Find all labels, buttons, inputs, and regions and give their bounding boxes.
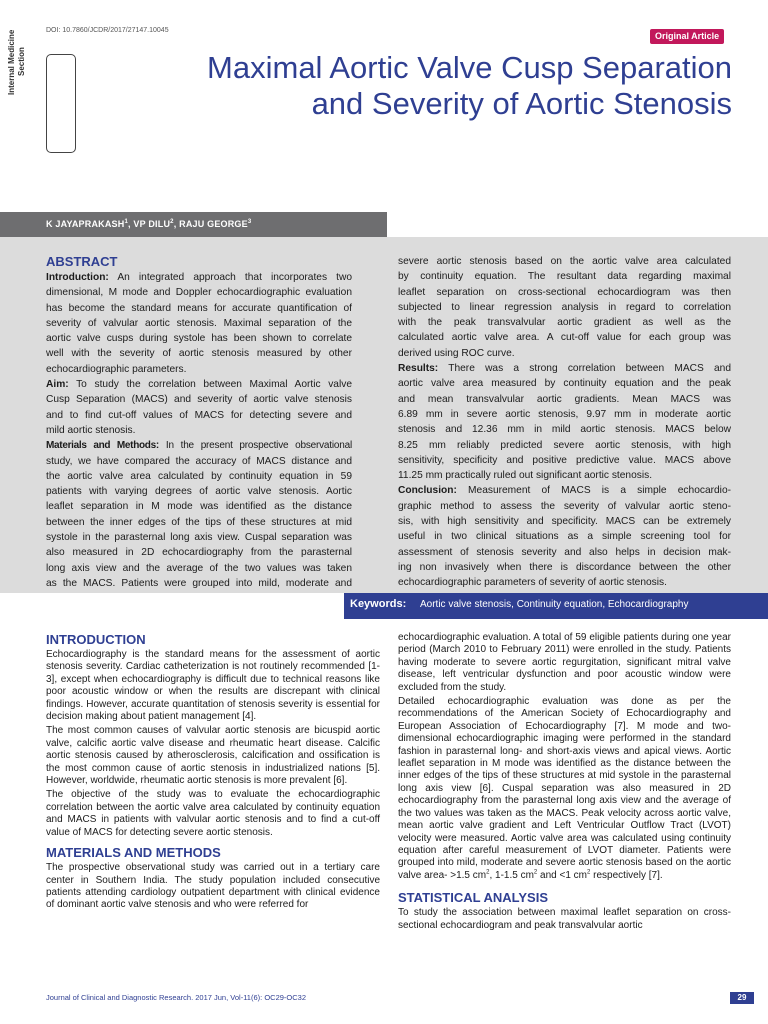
abstract-methods-line: as the MACS. Patients were grouped into mild, moderate and xyxy=(46,577,352,589)
statistical-analysis-paragraph: To study the association between maximal leaflet separation on cross-sectional echocardiogram and peak transvalvular aortic xyxy=(398,907,731,931)
journal-footer: Journal of Clinical and Diagnostic Research. 2017 Jun, Vol-11(6): OC29-OC32 xyxy=(46,993,306,1002)
abstract-aim-line: mild aortic stenosis. xyxy=(46,424,136,436)
title-line-2: and Severity of Aortic Stenosis xyxy=(311,86,732,121)
article-type-badge: Original Article xyxy=(650,29,724,44)
abstract-aim-line: To study the correlation between Maximal Aortic valve xyxy=(76,379,352,391)
abstract-aim-line: and to find cut-off values of MACS for detecting severe and xyxy=(46,409,352,421)
abstract-methods-line: patients with varying degrees of aortic valve stenosis. Aortic xyxy=(46,486,352,498)
results-label: Results: xyxy=(398,363,439,375)
abstract-methods-line: study, we have compared the accuracy of MACS distance and xyxy=(46,455,352,467)
introduction-heading: INTRODUCTION xyxy=(46,632,146,647)
methods-label: Materials and Methods: xyxy=(46,440,159,452)
page-number: 29 xyxy=(730,992,754,1004)
abstract-intro-line: An integrated approach that incorporates two xyxy=(117,272,352,283)
affiliation-2: 2 xyxy=(170,219,174,225)
section-label-line1: Internal Medicine xyxy=(7,29,16,95)
abstract-right-column xyxy=(398,254,731,591)
abstract-methods-cont-line: by continuity equation. The resultant data regarding maximal xyxy=(398,271,731,283)
abstract-results-line: stenosis and 12.36 mm in mild aortic stenosis. MACS below xyxy=(398,424,731,436)
abstract-methods-line: between the inner edges of the tips of these structures at mid xyxy=(46,516,352,528)
abstract-conclusion-line: sis, with high sensitivity and specificity. MACS can be extremely xyxy=(398,516,731,528)
abstract-methods-line: long axis view and the average of the two values was taken xyxy=(46,562,352,574)
abstract-methods-cont-line: subjected to linear regression analysis in regard to correlation xyxy=(398,301,731,313)
intro-label: Introduction: xyxy=(46,272,109,283)
keywords-text: Aortic valve stenosis, Continuity equation, Echocardiography xyxy=(420,599,689,610)
abstract-methods-line: the aortic valve area calculated by continuity equation in 59 xyxy=(46,470,352,482)
abstract-conclusion-line: assessment of stenosis severity and also helps in decision mak- xyxy=(398,546,731,558)
abstract-methods-line: systole in the parasternal long axis view. Cuspal separation was xyxy=(46,532,352,544)
introduction-paragraph: Echocardiography is the standard means for the assessment of aortic stenosis severity. Cardiac catheterization is not routinely recommended [1-3], except when echocardiography is difficult due to technical reasons like poor acoustic window or when the results are discrepant with clinical findings. However, accurate quantitation of stenosis severity is essential for decision making about patient management [4]. xyxy=(46,649,380,723)
superscript: 2 xyxy=(486,869,490,876)
article-title xyxy=(160,50,732,122)
abstract-results-line: and mean transvalvular aortic gradients. Mean MACS was xyxy=(398,393,731,405)
abstract-conclusion-line: graphic method to assess the severity of valvular aortic steno- xyxy=(398,500,731,512)
section-label-box xyxy=(46,54,76,153)
methods-text: and <1 cm xyxy=(537,869,588,881)
doi-text: DOI: 10.7860/JCDR/2017/27147.10045 xyxy=(46,27,169,34)
abstract-results-line: aortic valve area measured by continuity equation and the peak xyxy=(398,378,731,390)
title-line-1: Maximal Aortic Valve Cusp Separation xyxy=(207,50,732,85)
abstract-intro-line: dimensional, M mode and Doppler echocardiographic evaluation xyxy=(46,287,352,299)
body-left-column xyxy=(46,632,380,914)
affiliation-1: 1 xyxy=(124,219,129,225)
abstract-conclusion-line: useful in two clinical situations as a simple screening tool for xyxy=(398,531,731,543)
aim-label: Aim: xyxy=(46,379,69,391)
author-3: , RAJU GEORGE xyxy=(173,219,248,229)
conclusion-label: Conclusion: xyxy=(398,485,457,497)
abstract-intro-line: well with the severity of aortic stenosis measured by other xyxy=(46,348,352,360)
abstract-methods-line: also measured in 2D echocardiography from the parasternal xyxy=(46,547,352,559)
keywords-label: Keywords: xyxy=(350,598,407,610)
abstract-results-line: 11.25 mm practically ruled out significant aortic stenosis. xyxy=(398,470,653,482)
author-2: , VP DILU xyxy=(128,219,171,229)
abstract-methods-cont-line: leaflet separation on cross-sectional echocardiogram was then xyxy=(398,286,731,298)
abstract-results-line: sensitivity, specificity and positive predictive value. MACS above xyxy=(398,454,731,466)
abstract-methods-cont-line: severe aortic stenosis based on the aortic valve area calculated xyxy=(398,256,731,267)
abstract-intro-line: echocardiographic parameters. xyxy=(46,363,187,375)
abstract-intro-line: has become the standard means for accurate quantification of xyxy=(46,302,352,314)
abstract-conclusion-line: Measurement of MACS is a simple echocardio- xyxy=(468,485,731,497)
methods-paragraph: echocardiographic evaluation. A total of 59 eligible patients during one year period (March 2010 to February 2011) were enrolled in the study. Patients having moderate to severe aortic regurgitation, significant mitral valve disease, left ventricular dysfunction and poor acoustic window were excluded from the study. xyxy=(398,632,731,693)
methods-text: Detailed echocardiographic evaluation was done as per the recommendations of the American Society of Echocardiography and European Association of Echocardiography [7]. M mode and two-dimensional echocardiographic imaging were performed in the standard fashion in parasternal long- and short-axis views and apical views. Aortic leaflet separation in M mode was identified as the distance between the inner edges of the tips of these structures at mid systole in the parasternal long axis view [6]. Cuspal separation was also measured in 2D echocardiography from the parasternal long axis view and the average of the two values was taken as the MACS. Peak velocity across aortic valve, mean aortic valve gradient and Left Ventricular Outflow Tract (LVOT) velocity were measured. Aortic valve area was calculated using continuity equation after careful measurement of LVOT diameter. Patients were grouped into mild, moderate and severe aortic stenosis based on the aortic valve area- >1.5 cm xyxy=(398,696,731,881)
abstract-aim-line: Cusp Separation (MACS) and severity of aortic valve stenosis xyxy=(46,394,352,406)
author-1: K JAYAPRAKASH xyxy=(46,219,125,229)
statistical-analysis-heading: STATISTICAL ANALYSIS xyxy=(398,890,548,906)
superscript: 2 xyxy=(533,869,538,876)
superscript: 2 xyxy=(587,869,591,876)
abstract-results-line: There was a strong correlation between MACS and xyxy=(448,363,731,375)
body-right-column xyxy=(398,632,731,934)
abstract-conclusion-line: ing non invasively when there is discordance between the other xyxy=(398,561,731,573)
introduction-paragraph: The objective of the study was to evaluate the echocardiographic correlation between the aortic valve area calculated by continuity equation and MACS in patients with valvular aortic stenosis and to find a cut-off value of MACS for detecting severe aortic stenosis. xyxy=(46,789,380,838)
affiliation-3: 3 xyxy=(247,219,252,225)
methods-text: respectively [7]. xyxy=(590,869,663,881)
abstract-methods-line: leaflet separation in M mode was identified as the distance xyxy=(46,501,352,513)
abstract-methods-cont-line: with the peak transvalvular aortic gradient as well as the xyxy=(398,317,731,329)
abstract-heading: ABSTRACT xyxy=(46,254,118,269)
abstract-left-column xyxy=(46,254,352,591)
methods-heading: MATERIALS AND METHODS xyxy=(46,845,221,861)
abstract-intro-line: aortic valve cusps during systole has been shown to correlate xyxy=(46,333,352,345)
abstract-results-line: 6.89 mm in severe aortic stenosis, 9.97 mm in moderate aortic xyxy=(398,408,731,420)
abstract-methods-cont-line: calculated aortic valve area. A cut-off value for each group was xyxy=(398,332,731,344)
abstract-results-line: 8.25 mm reliably predicted severe aortic stenosis, with high xyxy=(398,439,731,451)
abstract-conclusion-line: echocardiographic parameters of severity of aortic stenosis. xyxy=(398,577,667,589)
section-label-line2: Section xyxy=(17,47,26,76)
authors-list xyxy=(46,219,251,229)
abstract-intro-line: severity of valvular aortic stenosis. Maximal separation of the xyxy=(46,317,352,329)
methods-text: , 1-1.5 cm xyxy=(489,869,534,881)
methods-paragraph: The prospective observational study was carried out in a tertiary care center in Southern India. The study population included consecutive patients attending cardiology outpatient department with clinical evidence of dominant aortic valve stenosis and who were referred for xyxy=(46,862,380,911)
abstract-methods-line: In the present prospective observational xyxy=(165,440,353,452)
introduction-paragraph: The most common causes of valvular aortic stenosis are bicuspid aortic valve, calcific aortic valve disease and rheumatic heart disease. Calcific aortic stenosis caused by atherosclerosis, calcification and ossification is the most common cause of aortic stenosis in industrialized nations [5]. However, worldwide, rheumatic aortic stenosis is more prevalent [6]. xyxy=(46,725,380,787)
methods-paragraph xyxy=(398,696,731,882)
abstract-methods-cont-line: derived using ROC curve. xyxy=(398,347,515,359)
